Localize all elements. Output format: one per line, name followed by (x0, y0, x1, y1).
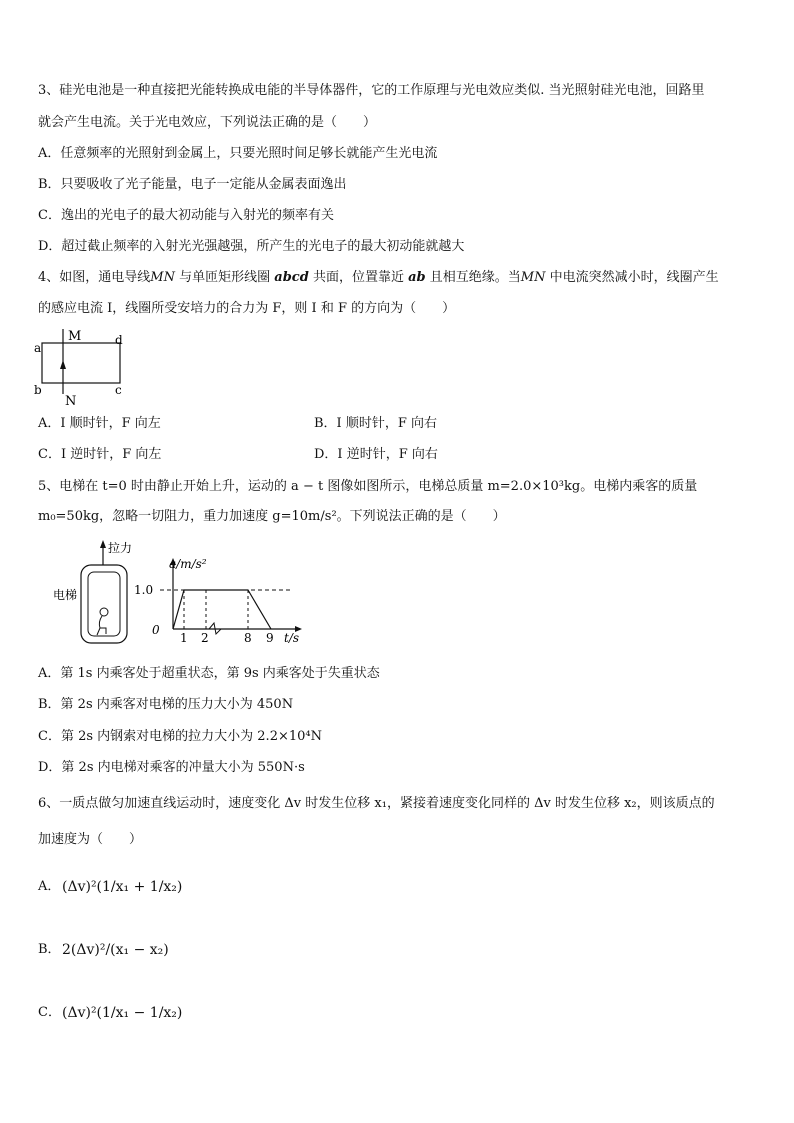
x-tick-8: 8 (244, 631, 252, 645)
q6-option-b-expression: 2(Δv)²/(x₁ − x₂) (62, 942, 169, 958)
q4-option-d: D．I 逆时针，F 向右 (314, 447, 438, 462)
label-b: b (34, 383, 42, 397)
q5-stem-line1: 5、电梯在 t=0 时由静止开始上升，运动的 a − t 图像如图所示，电梯总质量 m=2.0×10³kg。电梯内乘客的质量 (38, 479, 698, 494)
q5-option-a: A．第 1s 内乘客处于超重状态，第 9s 内乘客处于失重状态 (38, 666, 380, 681)
q4-stem-line2: 的感应电流 I，线圈所受安培力的合力为 F，则 I 和 F 的方向为（ ） (38, 301, 456, 316)
q4-option-a: A．I 顺时针，F 向左 (38, 416, 161, 431)
q3-stem-line2: 就会产生电流。关于光电效应，下列说法正确的是（ ） (38, 115, 377, 130)
q3-option-b: B．只要吸收了光子能量，电子一定能从金属表面逸出 (38, 177, 347, 192)
q6-stem-line1: 6、一质点做匀加速直线运动时，速度变化 Δv 时发生位移 x₁，紧接着速度变化同样的 Δv 时发生位移 x₂，则该质点的 (38, 796, 715, 811)
x-tick-9: 9 (266, 631, 274, 645)
elevator-label: 电梯 (53, 588, 78, 602)
label-M: M (68, 329, 82, 344)
q4-option-c: C．I 逆时针，F 向左 (38, 447, 162, 462)
q6-option-a-label: A． (38, 879, 61, 894)
label-N: N (65, 394, 77, 408)
q5-stem-line2: m₀=50kg，忽略一切阻力，重力加速度 g=10m/s²。下列说法正确的是（ ） (38, 509, 506, 524)
q6-option-c-label: C． (38, 1005, 61, 1020)
q6-option-c-expression: (Δv)²(1/x₁ − 1/x₂) (62, 1005, 183, 1021)
label-c: c (115, 383, 122, 397)
q6-option-a-expression: (Δv)²(1/x₁ + 1/x₂) (62, 879, 183, 895)
x-tick-1: 1 (180, 631, 188, 645)
y-tick-1.0: 1.0 (134, 583, 154, 597)
q3-stem-line1: 3、硅光电池是一种直接把光能转换成电能的半导体器件，它的工作原理与光电效应类似. 当光照射硅光电池，回路里 (38, 83, 705, 98)
q5-figure (48, 538, 318, 648)
q5-option-d: D．第 2s 内电梯对乘客的冲量大小为 550N·s (38, 760, 305, 775)
q4-figure-coil-and-wire (32, 326, 132, 408)
y-axis-label: a/m/s² (169, 557, 207, 571)
label-a: a (34, 341, 42, 355)
label-d: d (115, 333, 123, 347)
q3-option-a: A．任意频率的光照射到金属上，只要光照时间足够长就能产生光电流 (38, 146, 438, 161)
x-axis-label: t/s (284, 631, 300, 645)
q6-option-b-label: B． (38, 942, 61, 957)
q4-option-b: B．I 顺时针，F 向右 (314, 416, 437, 431)
q4-stem-line1: 4、如图，通电导线MN 与单匝矩形线圈 abcd 共面，位置靠近 ab 且相互绝缘。当MN 中电流突然减小时，线圈产生 (38, 270, 719, 285)
q5-option-c: C．第 2s 内钢索对电梯的拉力大小为 2.2×10⁴N (38, 729, 322, 744)
x-tick-2: 2 (201, 631, 209, 645)
q3-option-c: C．逸出的光电子的最大初动能与入射光的频率有关 (38, 208, 334, 223)
pull-label: 拉力 (108, 541, 133, 555)
q5-option-b: B．第 2s 内乘客对电梯的压力大小为 450N (38, 697, 294, 712)
q6-stem-line2: 加速度为（ ） (38, 832, 143, 847)
q3-option-d: D．超过截止频率的入射光光强越强，所产生的光电子的最大初动能就越大 (38, 239, 465, 254)
passenger-icon (97, 608, 108, 635)
origin-label: 0 (152, 623, 160, 637)
